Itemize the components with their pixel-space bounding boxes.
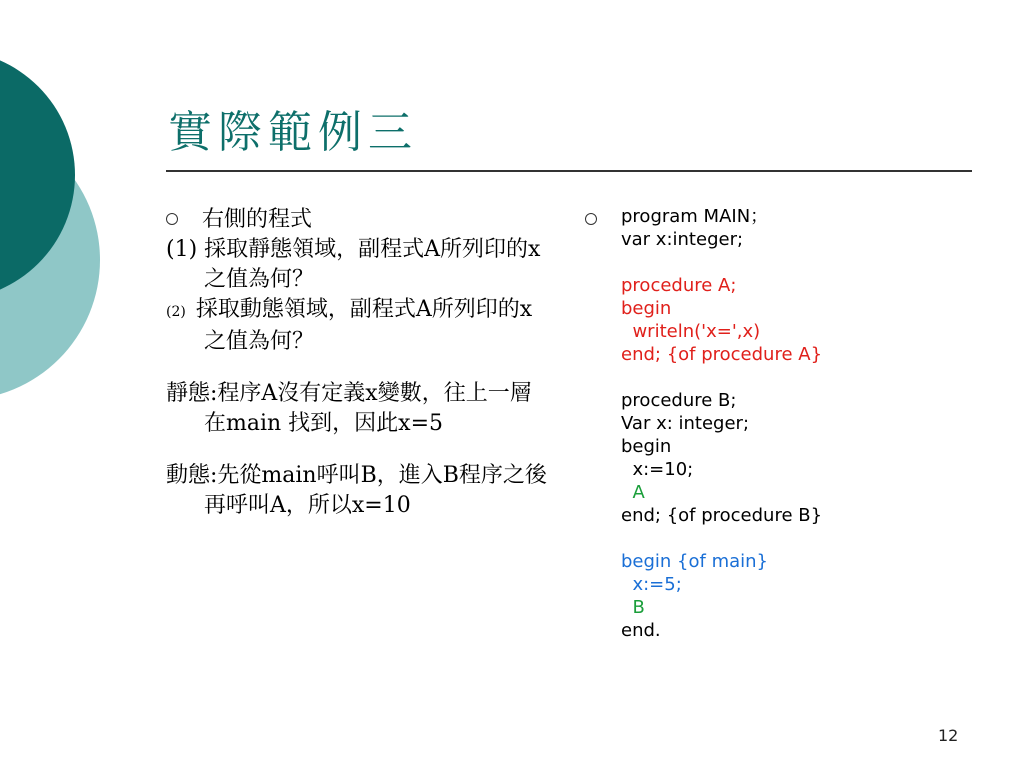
hollow-circle-bullet-icon: [166, 213, 178, 225]
code-line: end; {of procedure B}: [621, 505, 823, 526]
code-line: program MAIN；: [621, 206, 769, 227]
question-1: [166, 235, 551, 295]
static-answer: 靜態:程序A沒有定義x變數，往上一層在main 找到，因此x=5: [166, 381, 532, 436]
code-line: [621, 251, 985, 274]
code-line: Var x: integer;: [621, 413, 750, 434]
code-line: var x:integer;: [621, 229, 744, 250]
dynamic-answer: 動態:先從main呼叫B，進入B程序之後再呼叫A，所以x=10: [166, 463, 547, 518]
code-line: B: [621, 597, 645, 618]
code-block: [585, 205, 985, 642]
question-2: [166, 295, 551, 357]
decorative-circles: [0, 0, 120, 420]
title-divider: [166, 170, 972, 172]
left-bullet: [166, 205, 551, 235]
code-line: x:=5;: [621, 574, 682, 595]
code-line: begin {of main}: [621, 551, 769, 572]
code-line: begin: [621, 298, 672, 319]
code-line: A: [621, 482, 645, 503]
slide-title: 實際範例三: [168, 107, 418, 158]
code-line: end.: [621, 620, 661, 641]
code-line: end; {of procedure A}: [621, 344, 823, 365]
left-column: [166, 205, 551, 521]
hollow-circle-bullet-icon: [585, 213, 597, 225]
page-number: 12: [938, 726, 959, 745]
code-line: procedure B;: [621, 390, 737, 411]
code-line: procedure A;: [621, 275, 737, 296]
question-2-text: 採取動態領域，副程式A所列印的x之值為何？: [195, 297, 533, 354]
right-column: [585, 205, 985, 642]
code-line: [621, 527, 985, 550]
code-line: begin: [621, 436, 672, 457]
code-line: x:=10;: [621, 459, 694, 480]
code-line: [621, 366, 985, 389]
left-bullet-text: 右側的程式: [202, 207, 313, 232]
code-line: writeln('x=',x): [621, 321, 761, 342]
question-1-number: (1): [166, 237, 198, 262]
question-1-text: 採取靜態領域，副程式A所列印的x之值為何？: [204, 237, 541, 292]
code-bullet: [585, 205, 985, 642]
question-2-number: (2): [166, 304, 186, 320]
